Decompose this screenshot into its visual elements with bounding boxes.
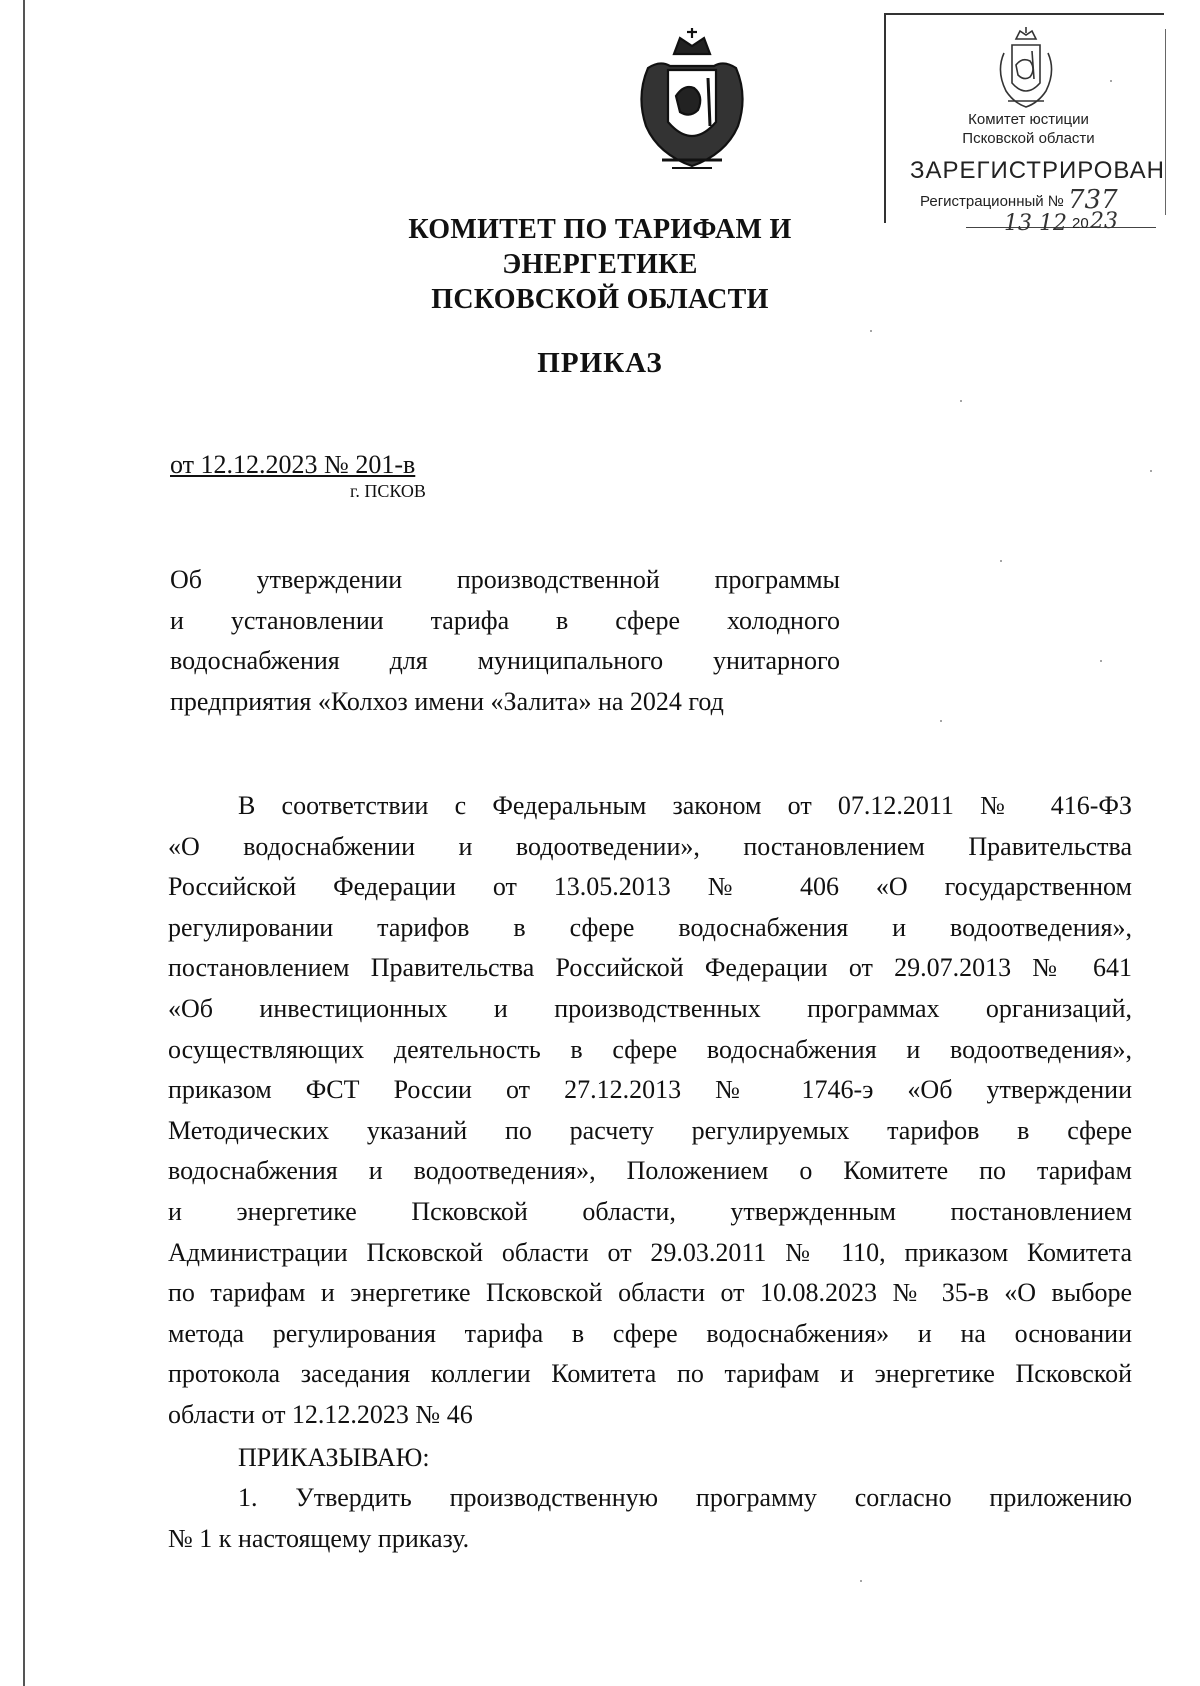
body-line: протокола заседания коллегии Комитета по тарифам и энергетике Псковской <box>168 1359 1132 1389</box>
decree-item-1 <box>168 1478 1132 1559</box>
stamp-coat-of-arms-icon <box>986 25 1066 115</box>
stamp-org-line2: Псковской области <box>962 130 1095 147</box>
stamp-reg-date: 13 12 <box>1004 211 1067 236</box>
body-line: области от 12.12.2023 № 46 <box>168 1399 473 1429</box>
body-line: метода регулирования тарифа в сфере водоснабжения» и на основании <box>168 1318 1132 1348</box>
stamp-reg-number: 737 <box>1068 185 1118 215</box>
stamp-reg-label: Регистрационный № <box>920 193 1064 210</box>
preamble-paragraph <box>168 786 1132 1436</box>
item-line: 1. Утвердить производственную программу согласно приложению <box>238 1483 1132 1512</box>
body-line: постановлением Правительства Российской Федерации от 29.07.2013 № 641 <box>168 953 1132 983</box>
scan-speck <box>960 400 962 402</box>
subject-line: и установлении тарифа в сфере холодного <box>170 605 840 635</box>
body-line: по тарифам и энергетике Псковской области от 10.08.2023 № 35-в «О выборе <box>168 1278 1132 1308</box>
body-line: регулировании тарифов в сфере водоснабжения и водоотведения», <box>168 912 1132 942</box>
order-subject <box>170 560 840 722</box>
body-line: «О водоснабжении и водоотведении», постановлением Правительства <box>168 831 1132 861</box>
subject-line: Об утверждении производственной программы <box>170 565 840 594</box>
subject-line: предприятия «Колхоз имени «Залита» на 2024 год <box>170 686 724 716</box>
scan-speck <box>1000 560 1002 562</box>
body-line: Российской Федерации от 13.05.2013 № 406 «О государственном <box>168 872 1132 902</box>
body-line: «Об инвестиционных и производственных программах организаций, <box>168 993 1132 1023</box>
stamp-border-right <box>1165 29 1166 215</box>
scan-speck <box>1110 80 1112 82</box>
coat-of-arms-icon <box>628 26 756 174</box>
order-city: г. ПСКОВ <box>350 481 426 501</box>
decree-word: ПРИКАЗЫВАЮ: <box>238 1443 430 1472</box>
body-line: приказом ФСТ России от 27.12.2013 № 1746-э «Об утверждении <box>168 1075 1132 1105</box>
order-date-number: от 12.12.2023 № 201-в <box>170 450 416 479</box>
registration-stamp <box>884 13 1165 236</box>
scan-speck <box>1150 470 1152 472</box>
item-line: № 1 к настоящему приказу. <box>168 1523 470 1553</box>
subject-line: водоснабжения для муниципального унитарного <box>170 646 840 675</box>
scan-speck <box>940 720 942 722</box>
stamp-status: ЗАРЕГИСТРИРОВАН <box>910 157 1165 184</box>
scan-edge-line <box>23 0 25 1686</box>
body-line: Методических указаний по расчету регулируемых тарифов в сфере <box>168 1115 1132 1145</box>
scan-speck <box>1100 660 1102 662</box>
stamp-org-line1: Комитет юстиции <box>968 111 1089 128</box>
org-title-line2: ПСКОВСКОЙ ОБЛАСТИ <box>431 284 769 315</box>
body-line: осуществляющих деятельность в сфере водоснабжения и водоотведения», <box>168 1034 1132 1064</box>
org-title <box>310 212 890 317</box>
body-line: В соответствии с Федеральным законом от 07.12.2011 № 416-ФЗ <box>238 791 1132 820</box>
scan-speck <box>870 330 872 332</box>
org-title-line1: КОМИТЕТ ПО ТАРИФАМ И ЭНЕРГЕТИКЕ <box>408 214 792 280</box>
scan-speck <box>860 1580 862 1582</box>
stamp-reg-year: 23 <box>1090 209 1118 234</box>
body-line: и энергетике Псковской области, утвержденным постановлением <box>168 1196 1132 1226</box>
stamp-year-prefix: 20 <box>1072 215 1089 232</box>
body-line: Администрации Псковской области от 29.03.2011 № 110, приказом Комитета <box>168 1237 1132 1267</box>
body-line: водоснабжения и водоотведения», Положением о Комитете по тарифам <box>168 1156 1132 1186</box>
doc-type-title: ПРИКАЗ <box>537 347 663 379</box>
